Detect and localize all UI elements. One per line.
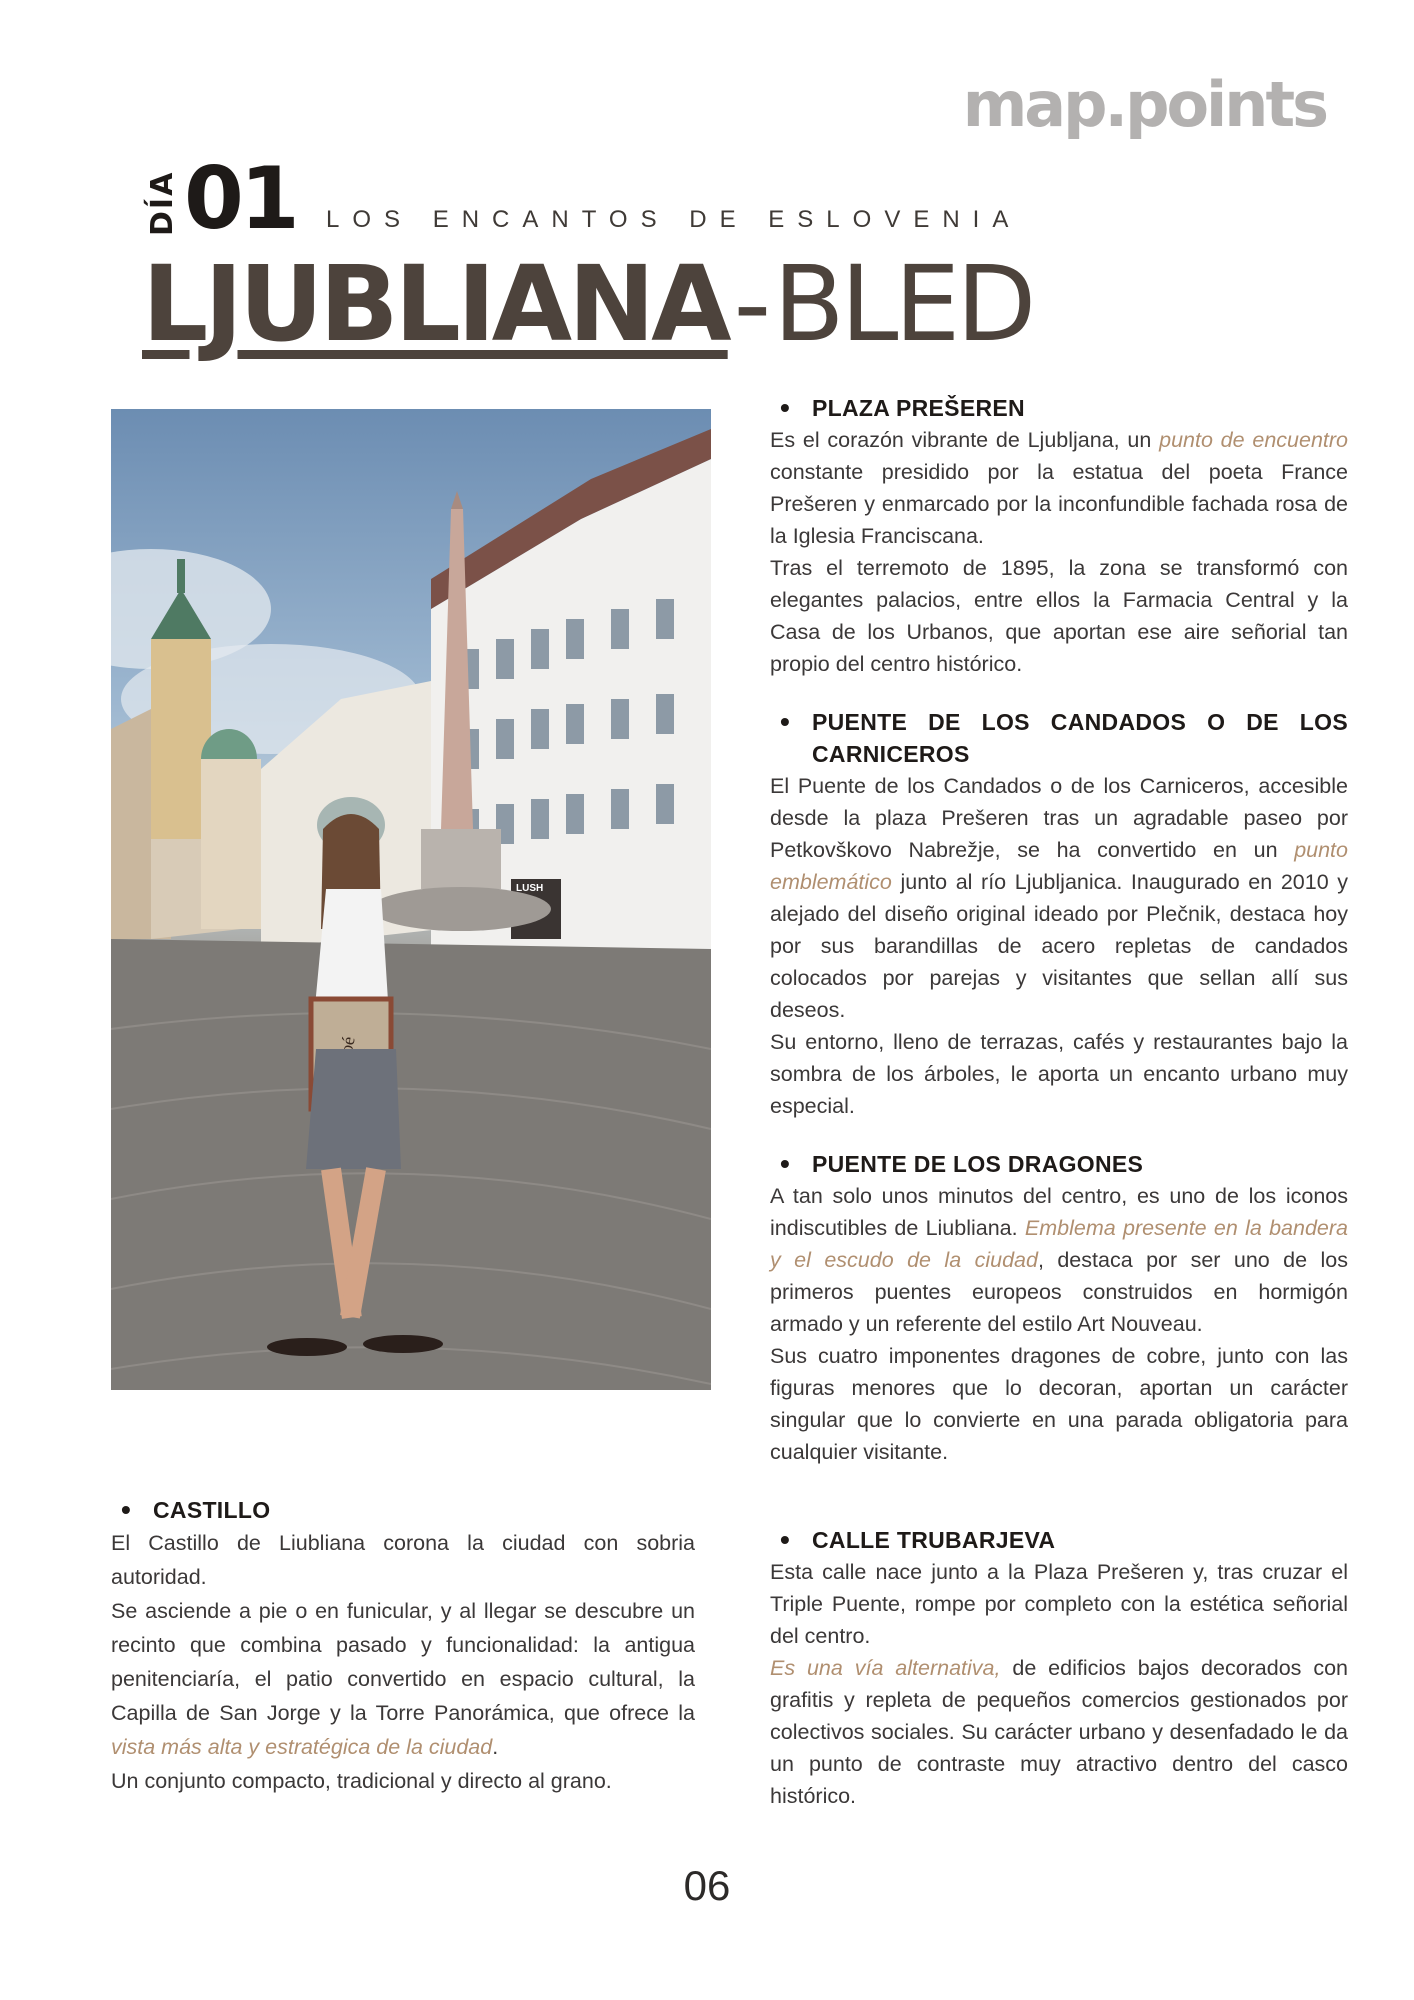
section-heading: • PLAZA PREŠEREN bbox=[770, 392, 1348, 424]
section-puente-candados bbox=[770, 706, 1348, 1122]
page-title bbox=[142, 243, 1033, 365]
title-city-bled: BLED bbox=[773, 243, 1033, 365]
section-paragraph: Es el corazón vibrante de Ljubljana, un punto de encuentro constante presidido por la estatua del poeta France Prešeren y enmarcado por la inconfundible fachada rosa de la Iglesia Franciscana. bbox=[770, 428, 1349, 548]
day-number: 01 bbox=[184, 149, 296, 249]
section-paragraph: Su entorno, lleno de terrazas, cafés y restaurantes bajo la sombra de los árboles, le aporta un encanto urbano muy especial. bbox=[770, 1030, 1348, 1118]
section-paragraph: Sus cuatro imponentes dragones de cobre, junto con las figuras menores que lo decoran, aportan un carácter singular que lo convierte en una parada obligatoria para cualquier visitante. bbox=[770, 1344, 1348, 1464]
title-separator: - bbox=[733, 243, 768, 365]
section-paragraph: Es una vía alternativa, de edificios bajos decorados con grafitis y repleta de pequeños comercios gestionados por colectivos sociales. Su carácter urbano y desenfadado le da un punto de contraste muy atractivo dentro del casco histórico. bbox=[770, 1656, 1348, 1808]
section-calle-trubarjeva bbox=[770, 1524, 1348, 1812]
section-heading: • CALLE TRUBARJEVA bbox=[770, 1524, 1348, 1556]
section-paragraph: El Puente de los Candados o de los Carniceros, accesible desde la plaza Prešeren tras un agradable paseo por Petkovškovo Nabrežje, se ha convertido en un punto emblemático junto al río Ljubljanica. Inaugurado en 2010 y alejado del diseño original ideado por Plečnik, destaca hoy por sus barandillas de acero repletas de candados colocados por parejas y visitantes que sellan allí sus deseos. bbox=[770, 774, 1348, 1022]
section-castillo bbox=[111, 1494, 695, 1798]
title-city-ljubliana: LJUBLIANA bbox=[142, 243, 728, 365]
section-plaza-preseren bbox=[770, 392, 1348, 680]
section-paragraph: Esta calle nace junto a la Plaza Prešeren y, tras cruzar el Triple Puente, rompe por completo con la estética señorial del centro. bbox=[770, 1560, 1348, 1648]
section-paragraph: Un conjunto compacto, tradicional y directo al grano. bbox=[111, 1769, 612, 1793]
section-paragraph: Tras el terremoto de 1895, la zona se transformó con elegantes palacios, entre ellos la Farmacia Central y la Casa de los Urbanos, que aportan ese aire señorial tan propio del centro histórico. bbox=[770, 556, 1348, 676]
section-heading: • CASTILLO bbox=[111, 1494, 695, 1526]
page-number: 06 bbox=[683, 1862, 731, 1909]
shop-sign: LUSH bbox=[516, 883, 544, 894]
section-puente-dragones bbox=[770, 1148, 1348, 1468]
section-heading: • PUENTE DE LOS CANDADOS O DE LOS CARNICEROS bbox=[770, 706, 1348, 770]
day-label: DÍA bbox=[145, 170, 180, 236]
section-paragraph: A tan solo unos minutos del centro, es uno de los iconos indiscutibles de Liubliana. Emblema presente en la bandera y el escudo de la ciudad, destaca por ser uno de los primeros puentes europeos construidos en hormigón armado y un referente del estilo Art Nouveau. bbox=[770, 1184, 1348, 1336]
brand-logo: map.points bbox=[962, 68, 1326, 141]
trip-subtitle: LOS ENCANTOS DE ESLOVENIA bbox=[326, 206, 1022, 233]
section-paragraph: El Castillo de Liubliana corona la ciudad con sobria autoridad. bbox=[111, 1531, 695, 1589]
travel-photo bbox=[111, 409, 711, 1390]
section-paragraph: Se asciende a pie o en funicular, y al llegar se descubre un recinto que combina pasado y funcionalidad: la antigua penitenciaría, el patio convertido en espacio cultural, la Capilla de San Jorge y la Torre Panorámica, que ofrece la vista más alta y estratégica de la ciudad. bbox=[111, 1599, 695, 1759]
section-heading: • PUENTE DE LOS DRAGONES bbox=[770, 1148, 1348, 1180]
